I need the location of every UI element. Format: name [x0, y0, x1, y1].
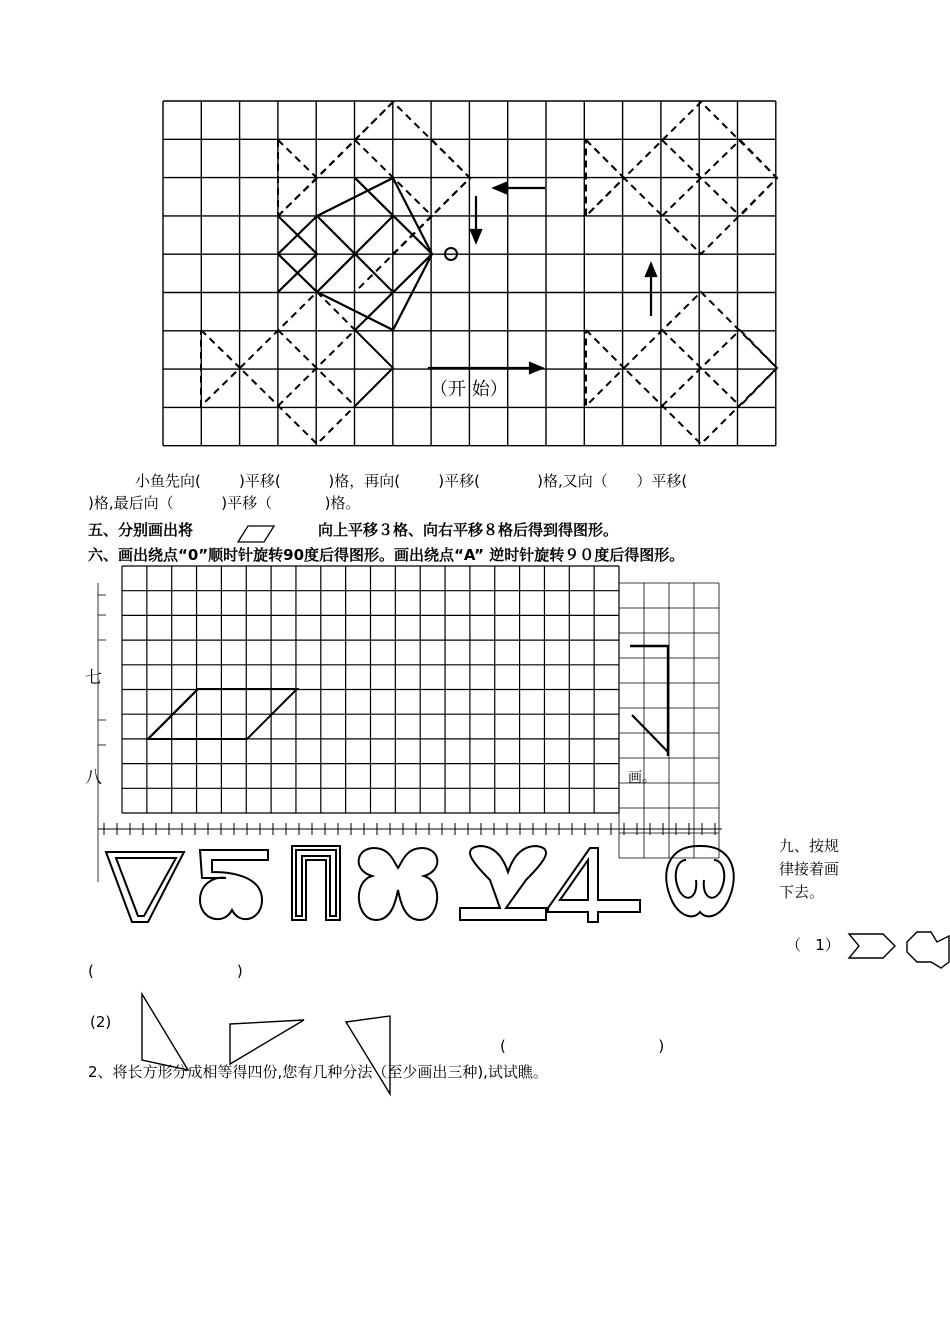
fish-question-line2: )格,最后向（ )平移（ )格。 — [88, 494, 361, 512]
section9-item2-label: (2) — [90, 1013, 112, 1031]
section6-title: 六、画出绕点“0”顺时针旋转90度后得图形。画出绕点“A” 逆时针旋转９０度后得图形。 — [88, 546, 685, 562]
question2-text: 2、将长方形分成相等得四份,您有几种分法（至少画出三种),试试瞧。 — [88, 1063, 548, 1081]
section9-item2-answer: ( ) — [500, 1037, 665, 1055]
section9-title-l2: 律接着画 — [779, 860, 840, 878]
section9-title-l3: 下去。 — [779, 883, 825, 901]
section9-item1-answer: ( ) — [88, 962, 243, 980]
start-label: （开 始） — [430, 379, 508, 400]
section9-item1-label: （ 1） — [786, 936, 840, 954]
section8-tail: 画。 — [628, 770, 656, 786]
section7-label: 七 — [85, 668, 102, 688]
section5-title-part2: 向上平移３格、向右平移８格后得到得图形。 — [318, 521, 619, 539]
section5-title-part1: 五、分别画出将 — [88, 521, 194, 539]
section8-label: 八 — [85, 768, 102, 788]
section9-title-l1: 九、按规 — [779, 837, 840, 855]
fish-question-line1: 小鱼先向( )平移( )格，再向( )平移( )格,又向（ ）平移( — [135, 472, 688, 490]
